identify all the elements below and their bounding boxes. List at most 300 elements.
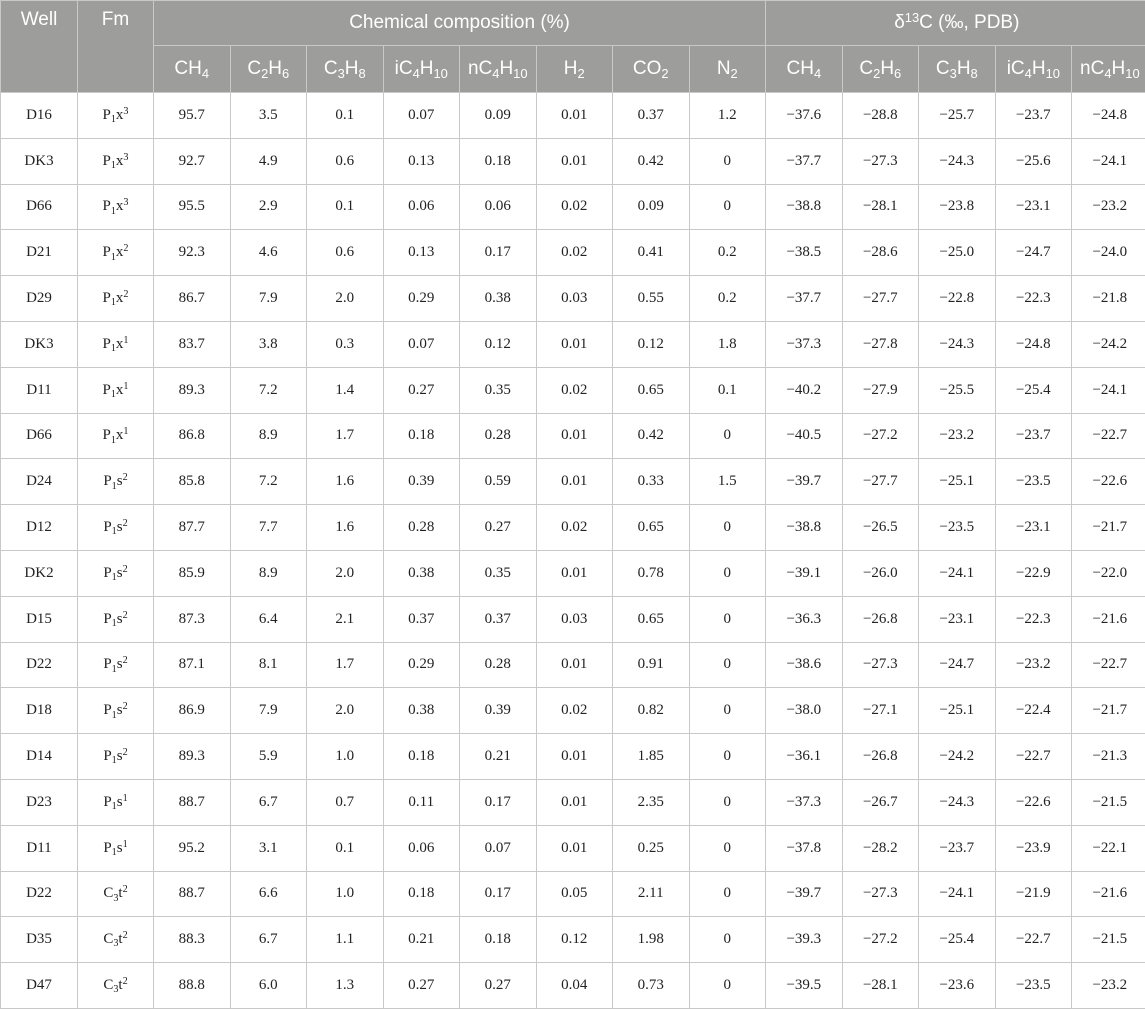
formation-base: P (102, 244, 110, 260)
value-cell: 0 (689, 184, 766, 230)
value-cell: 0.12 (613, 321, 690, 367)
formation-base: P (102, 290, 110, 306)
value-cell: 0.05 (536, 871, 613, 917)
value-cell: −39.7 (766, 871, 843, 917)
value-cell: 0.18 (383, 871, 460, 917)
value-cell: 2.1 (307, 596, 384, 642)
formation-letter: x (116, 290, 124, 306)
formation-base: P (103, 840, 111, 856)
value-cell: −27.7 (842, 276, 919, 322)
value-cell: 0.17 (460, 230, 537, 276)
formation-letter: x (116, 153, 124, 169)
formation-cell (78, 367, 154, 413)
value-cell: 0 (689, 917, 766, 963)
value-cell: 7.9 (230, 688, 307, 734)
value-cell: −37.3 (766, 779, 843, 825)
formation-superscript: 2 (123, 243, 128, 254)
formation-subscript: 1 (112, 526, 117, 537)
formation-cell (78, 459, 154, 505)
value-cell: −27.7 (842, 459, 919, 505)
value-cell: 0 (689, 734, 766, 780)
formation-base: P (103, 794, 111, 810)
delta-symbol: δ (894, 12, 905, 33)
value-cell: 0.28 (460, 413, 537, 459)
value-cell: 4.9 (230, 138, 307, 184)
value-cell: −23.1 (995, 505, 1072, 551)
value-cell: −37.8 (766, 825, 843, 871)
formula-text: CH (174, 58, 201, 79)
value-cell: 0.04 (536, 963, 613, 1009)
isotope-column-header-3 (919, 46, 996, 93)
value-cell: −23.7 (995, 413, 1072, 459)
formula-subscript: 10 (1125, 66, 1139, 81)
formula-subscript: 10 (513, 66, 527, 81)
value-cell: 1.85 (613, 734, 690, 780)
value-cell: 8.1 (230, 642, 307, 688)
value-cell: −38.5 (766, 230, 843, 276)
value-cell: −25.4 (995, 367, 1072, 413)
formation-subscript: 1 (112, 572, 117, 583)
table-row (1, 413, 1145, 459)
value-cell: −23.2 (995, 642, 1072, 688)
value-cell: 5.9 (230, 734, 307, 780)
value-cell: −23.2 (1072, 963, 1145, 1009)
value-cell: 1.3 (307, 963, 384, 1009)
isotope-unit-label: C (‰, PDB) (919, 12, 1019, 33)
formation-subscript: 3 (113, 893, 118, 904)
value-cell: −22.6 (995, 779, 1072, 825)
value-cell: 0 (689, 413, 766, 459)
well-cell: DK3 (1, 138, 78, 184)
value-cell: 0.01 (536, 459, 613, 505)
value-cell: 1.0 (307, 871, 384, 917)
well-cell: D11 (1, 825, 78, 871)
formation-subscript: 1 (111, 389, 116, 400)
formation-subscript: 1 (111, 343, 116, 354)
value-cell: 0.06 (460, 184, 537, 230)
value-cell: 1.7 (307, 642, 384, 688)
value-cell: 88.7 (154, 871, 231, 917)
value-cell: 0.03 (536, 596, 613, 642)
value-cell: 0.42 (613, 413, 690, 459)
table-row (1, 871, 1145, 917)
value-cell: −21.7 (1072, 505, 1145, 551)
value-cell: 0.2 (689, 230, 766, 276)
value-cell: −27.2 (842, 917, 919, 963)
value-cell: 0.3 (307, 321, 384, 367)
well-cell: D22 (1, 642, 78, 688)
value-cell: −25.1 (919, 688, 996, 734)
formula-subscript: 4 (814, 66, 821, 81)
value-cell: −24.2 (1072, 321, 1145, 367)
formula-subscript: 6 (282, 66, 289, 81)
value-cell: −22.3 (995, 276, 1072, 322)
formation-subscript: 3 (113, 984, 118, 995)
value-cell: 86.8 (154, 413, 231, 459)
value-cell: −36.1 (766, 734, 843, 780)
value-cell: −36.3 (766, 596, 843, 642)
value-cell: 0.25 (613, 825, 690, 871)
value-cell: 7.9 (230, 276, 307, 322)
formation-subscript: 1 (111, 435, 116, 446)
formation-cell (78, 550, 154, 596)
formation-superscript: 2 (123, 289, 128, 300)
value-cell: 1.0 (307, 734, 384, 780)
value-cell: −25.7 (919, 93, 996, 139)
value-cell: −25.6 (995, 138, 1072, 184)
isotope-column-header-5 (1072, 46, 1145, 93)
value-cell: 0 (689, 505, 766, 551)
table-row (1, 917, 1145, 963)
isotope-column-header-2 (842, 46, 919, 93)
value-cell: 95.2 (154, 825, 231, 871)
formula-text: H (1032, 58, 1046, 79)
value-cell: 0.03 (536, 276, 613, 322)
value-cell: 0.78 (613, 550, 690, 596)
formation-letter: x (116, 198, 124, 214)
table-row (1, 138, 1145, 184)
value-cell: −22.9 (995, 550, 1072, 596)
value-cell: −40.2 (766, 367, 843, 413)
formation-base: P (103, 656, 111, 672)
formation-subscript: 1 (111, 297, 116, 308)
value-cell: 0.18 (460, 917, 537, 963)
value-cell: 0.06 (383, 825, 460, 871)
formula-text: H (957, 58, 971, 79)
formula-text: C (859, 58, 873, 79)
formula-subscript: 4 (202, 66, 209, 81)
formation-base: C (103, 931, 113, 947)
value-cell: −22.7 (995, 734, 1072, 780)
value-cell: −37.3 (766, 321, 843, 367)
value-cell: 87.7 (154, 505, 231, 551)
formation-cell (78, 93, 154, 139)
formation-base: P (102, 427, 110, 443)
isotope-mass-number: 13 (905, 10, 919, 25)
value-cell: 0.29 (383, 642, 460, 688)
formation-superscript: 2 (123, 472, 128, 483)
formation-letter: x (116, 382, 124, 398)
formation-cell (78, 138, 154, 184)
value-cell: −23.1 (995, 184, 1072, 230)
value-cell: 0 (689, 963, 766, 1009)
value-cell: 0.7 (307, 779, 384, 825)
value-cell: −22.8 (919, 276, 996, 322)
table-body (1, 93, 1145, 1009)
value-cell: 0.59 (460, 459, 537, 505)
chemical-column-header-1 (154, 46, 231, 93)
value-cell: −22.4 (995, 688, 1072, 734)
isotope-column-header-1 (766, 46, 843, 93)
formation-superscript: 2 (123, 518, 128, 529)
value-cell: −21.6 (1072, 596, 1145, 642)
value-cell: 0.27 (383, 367, 460, 413)
formation-superscript: 2 (123, 655, 128, 666)
value-cell: 0 (689, 779, 766, 825)
value-cell: 0.28 (383, 505, 460, 551)
column-header-well: Well (1, 1, 78, 93)
formula-text: H (345, 58, 359, 79)
value-cell: 0 (689, 550, 766, 596)
well-cell: D22 (1, 871, 78, 917)
value-cell: 0.18 (383, 734, 460, 780)
formation-base: P (103, 565, 111, 581)
value-cell: 1.5 (689, 459, 766, 505)
value-cell: 0.11 (383, 779, 460, 825)
value-cell: 0.35 (460, 550, 537, 596)
value-cell: 0.06 (383, 184, 460, 230)
value-cell: 0.65 (613, 505, 690, 551)
value-cell: 2.9 (230, 184, 307, 230)
value-cell: 0.27 (460, 963, 537, 1009)
value-cell: −28.1 (842, 963, 919, 1009)
value-cell: −27.3 (842, 138, 919, 184)
value-cell: 1.98 (613, 917, 690, 963)
well-cell: D18 (1, 688, 78, 734)
formation-base: P (103, 702, 111, 718)
value-cell: 0.1 (307, 93, 384, 139)
value-cell: 0.35 (460, 367, 537, 413)
value-cell: −27.8 (842, 321, 919, 367)
value-cell: 89.3 (154, 734, 231, 780)
value-cell: 0.09 (613, 184, 690, 230)
value-cell: −39.7 (766, 459, 843, 505)
formation-superscript: 1 (123, 381, 128, 392)
formula-subscript: 2 (261, 66, 268, 81)
value-cell: −24.1 (1072, 367, 1145, 413)
value-cell: 0.1 (307, 825, 384, 871)
value-cell: 85.8 (154, 459, 231, 505)
formation-superscript: 3 (123, 152, 128, 163)
value-cell: −23.9 (995, 825, 1072, 871)
formula-subscript: 10 (434, 66, 448, 81)
value-cell: 0.65 (613, 367, 690, 413)
value-cell: −24.1 (1072, 138, 1145, 184)
value-cell: −39.1 (766, 550, 843, 596)
value-cell: 1.7 (307, 413, 384, 459)
formula-subscript: 4 (413, 66, 420, 81)
value-cell: 0.2 (689, 276, 766, 322)
value-cell: 6.7 (230, 779, 307, 825)
formation-cell (78, 230, 154, 276)
table-row (1, 596, 1145, 642)
formation-subscript: 3 (113, 938, 118, 949)
value-cell: 1.6 (307, 505, 384, 551)
value-cell: 0.02 (536, 688, 613, 734)
formation-base: C (103, 885, 113, 901)
chemical-column-header-7 (613, 46, 690, 93)
value-cell: −27.9 (842, 367, 919, 413)
value-cell: 0.02 (536, 230, 613, 276)
formation-cell (78, 413, 154, 459)
value-cell: −24.0 (1072, 230, 1145, 276)
formula-subscript: 4 (1025, 66, 1032, 81)
value-cell: 0.6 (307, 138, 384, 184)
formula-subscript: 2 (873, 66, 880, 81)
value-cell: 0.38 (460, 276, 537, 322)
formation-superscript: 3 (123, 197, 128, 208)
formation-letter: t (118, 931, 122, 947)
formation-base: P (102, 107, 110, 123)
value-cell: 2.0 (307, 276, 384, 322)
value-cell: 86.9 (154, 688, 231, 734)
well-cell: D15 (1, 596, 78, 642)
chemical-column-header-5 (460, 46, 537, 93)
value-cell: −22.7 (995, 917, 1072, 963)
value-cell: 0 (689, 688, 766, 734)
formula-text: H (499, 58, 513, 79)
formation-letter: t (118, 977, 122, 993)
value-cell: 2.11 (613, 871, 690, 917)
table-row (1, 779, 1145, 825)
chemical-column-header-4 (383, 46, 460, 93)
value-cell: 83.7 (154, 321, 231, 367)
formation-subscript: 1 (112, 801, 117, 812)
value-cell: 0.01 (536, 321, 613, 367)
value-cell: 0.28 (460, 642, 537, 688)
well-cell: DK2 (1, 550, 78, 596)
value-cell: 0.07 (460, 825, 537, 871)
value-cell: −26.7 (842, 779, 919, 825)
formation-subscript: 1 (112, 481, 117, 492)
formation-cell (78, 917, 154, 963)
formation-cell (78, 321, 154, 367)
formation-subscript: 1 (111, 206, 116, 217)
value-cell: 0.27 (383, 963, 460, 1009)
formula-text: CO (633, 58, 662, 79)
formation-cell (78, 596, 154, 642)
formation-superscript: 2 (123, 564, 128, 575)
value-cell: 0.02 (536, 505, 613, 551)
value-cell: −25.0 (919, 230, 996, 276)
value-cell: −25.1 (919, 459, 996, 505)
value-cell: 6.6 (230, 871, 307, 917)
well-cell: D23 (1, 779, 78, 825)
value-cell: 1.8 (689, 321, 766, 367)
value-cell: 86.7 (154, 276, 231, 322)
formation-subscript: 1 (112, 618, 117, 629)
value-cell: 0.02 (536, 367, 613, 413)
formation-cell (78, 276, 154, 322)
table-row (1, 367, 1145, 413)
table-row (1, 550, 1145, 596)
formation-letter: s (117, 748, 123, 764)
value-cell: 0.37 (383, 596, 460, 642)
value-cell: 0.09 (460, 93, 537, 139)
formation-subscript: 1 (112, 847, 117, 858)
value-cell: −21.5 (1072, 917, 1145, 963)
value-cell: 1.4 (307, 367, 384, 413)
value-cell: −23.6 (919, 963, 996, 1009)
value-cell: 89.3 (154, 367, 231, 413)
value-cell: −22.7 (1072, 642, 1145, 688)
value-cell: 0.12 (536, 917, 613, 963)
formation-superscript: 1 (123, 839, 128, 850)
value-cell: −23.7 (995, 93, 1072, 139)
value-cell: 0.01 (536, 825, 613, 871)
well-cell: D16 (1, 93, 78, 139)
value-cell: 8.9 (230, 550, 307, 596)
value-cell: 7.7 (230, 505, 307, 551)
value-cell: −27.1 (842, 688, 919, 734)
value-cell: −28.8 (842, 93, 919, 139)
value-cell: 87.3 (154, 596, 231, 642)
formation-superscript: 2 (123, 884, 128, 895)
value-cell: 0.39 (460, 688, 537, 734)
value-cell: 7.2 (230, 459, 307, 505)
value-cell: −23.2 (919, 413, 996, 459)
value-cell: −25.4 (919, 917, 996, 963)
value-cell: −28.1 (842, 184, 919, 230)
formula-text: nC (468, 58, 492, 79)
value-cell: −23.1 (919, 596, 996, 642)
chemical-column-header-2 (230, 46, 307, 93)
formation-base: P (103, 519, 111, 535)
value-cell: 0 (689, 138, 766, 184)
value-cell: 0 (689, 871, 766, 917)
value-cell: 92.7 (154, 138, 231, 184)
subheader-row (1, 46, 1145, 93)
value-cell: 0.21 (383, 917, 460, 963)
value-cell: −24.1 (919, 550, 996, 596)
value-cell: −23.5 (995, 459, 1072, 505)
value-cell: 4.6 (230, 230, 307, 276)
formula-subscript: 4 (1104, 66, 1111, 81)
formation-letter: x (116, 427, 124, 443)
formation-subscript: 1 (112, 664, 117, 675)
value-cell: −22.3 (995, 596, 1072, 642)
formula-subscript: 3 (950, 66, 957, 81)
value-cell: 88.3 (154, 917, 231, 963)
formation-superscript: 2 (123, 610, 128, 621)
value-cell: −23.7 (919, 825, 996, 871)
value-cell: 0.55 (613, 276, 690, 322)
formation-letter: t (118, 885, 122, 901)
formula-subscript: 3 (338, 66, 345, 81)
value-cell: 88.8 (154, 963, 231, 1009)
value-cell: 7.2 (230, 367, 307, 413)
well-cell: D66 (1, 413, 78, 459)
value-cell: −28.6 (842, 230, 919, 276)
formation-letter: s (117, 565, 123, 581)
value-cell: 0 (689, 642, 766, 688)
value-cell: 0.39 (383, 459, 460, 505)
value-cell: 0.01 (536, 413, 613, 459)
value-cell: −24.3 (919, 138, 996, 184)
well-cell: D14 (1, 734, 78, 780)
formation-superscript: 2 (123, 930, 128, 941)
table-row (1, 825, 1145, 871)
value-cell: −22.6 (1072, 459, 1145, 505)
well-cell: D24 (1, 459, 78, 505)
value-cell: 0.01 (536, 734, 613, 780)
value-cell: −21.7 (1072, 688, 1145, 734)
value-cell: −28.2 (842, 825, 919, 871)
formation-subscript: 1 (112, 710, 117, 721)
table-row (1, 688, 1145, 734)
value-cell: −26.5 (842, 505, 919, 551)
formula-text: H (268, 58, 282, 79)
value-cell: 0.02 (536, 184, 613, 230)
well-cell: D47 (1, 963, 78, 1009)
formation-subscript: 1 (111, 114, 116, 125)
value-cell: 0.01 (536, 93, 613, 139)
value-cell: 0.37 (613, 93, 690, 139)
value-cell: 0.65 (613, 596, 690, 642)
value-cell: 0.17 (460, 779, 537, 825)
value-cell: 2.0 (307, 550, 384, 596)
value-cell: 0.29 (383, 276, 460, 322)
